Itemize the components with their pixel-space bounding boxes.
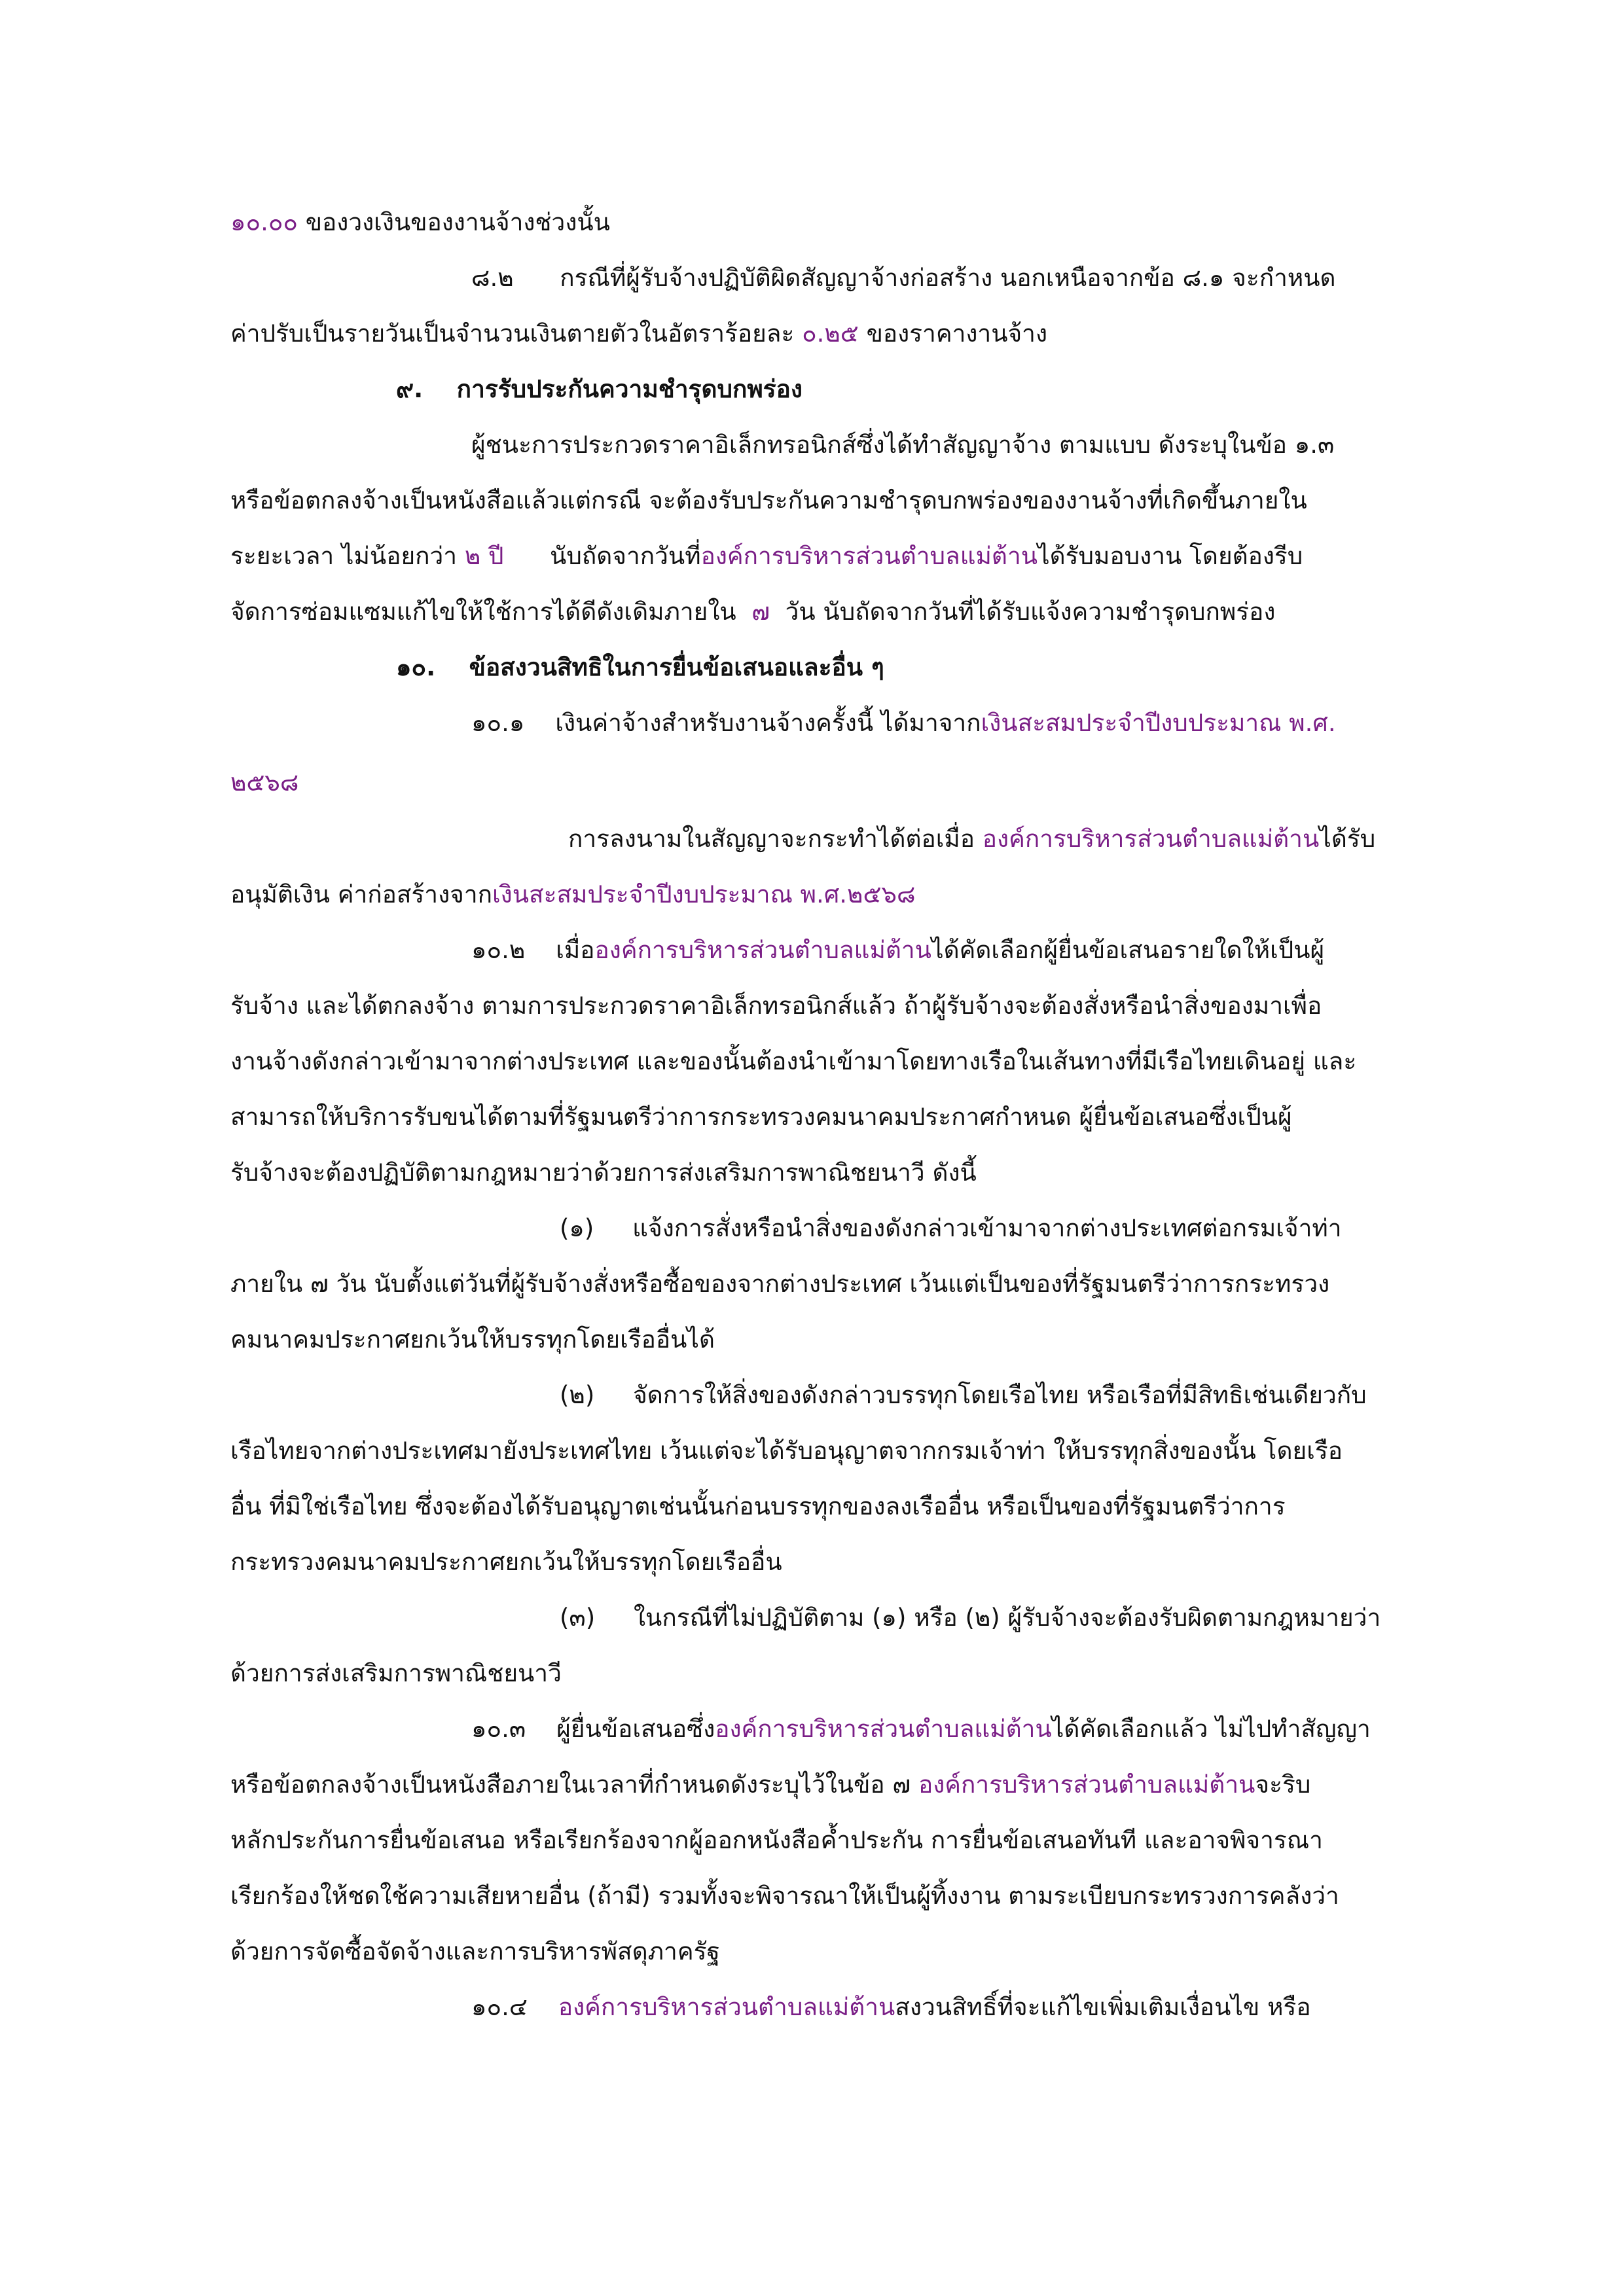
highlighted-text: องค์การบริหารส่วนตำบลแม่ต้าน bbox=[982, 825, 1320, 853]
text-line bbox=[560, 1600, 1380, 1636]
highlighted-text: เงินสะสมประจำปีงบประมาณ พ.ศ. bbox=[981, 709, 1336, 737]
text-segment: สงวนสิทธิ์ที่จะแก้ไขเพิ่มเติมเงื่อนไข หรือ bbox=[895, 1993, 1311, 2021]
text-segment: (๒) จัดการให้สิ่งของดังกล่าวบรรทุกโดยเรือไทย หรือเรือที่มีสิทธิเช่นเดียวกับ bbox=[560, 1381, 1367, 1409]
text-segment: ๑๐.๔ bbox=[471, 1993, 558, 2021]
text-segment: นับถัดจากวันที่ bbox=[503, 542, 701, 570]
text-segment: กระทรวงคมนาคมประกาศยกเว้นให้บรรทุกโดยเรืออื่น bbox=[230, 1548, 782, 1576]
text-line bbox=[230, 482, 1307, 519]
highlighted-text: องค์การบริหารส่วนตำบลแม่ต้าน bbox=[700, 542, 1038, 570]
text-segment: ๑๐.๓ ผู้ยื่นข้อเสนอซึ่ง bbox=[471, 1715, 715, 1743]
text-segment: ของราคางานจ้าง bbox=[858, 319, 1048, 348]
text-segment: ได้รับมอบงาน โดยต้องรีบ bbox=[1038, 542, 1303, 570]
text-line bbox=[471, 1989, 1311, 2026]
text-segment: (๑) แจ้งการสั่งหรือนำสิ่งของดังกล่าวเข้ามาจากต่างประเทศต่อกรมเจ้าท่า bbox=[560, 1214, 1342, 1242]
text-line bbox=[560, 1377, 1367, 1414]
text-line bbox=[230, 1321, 715, 1358]
text-segment: ได้รับ bbox=[1319, 825, 1376, 853]
text-segment: ได้คัดเลือกแล้ว ไม่ไปทำสัญญา bbox=[1051, 1715, 1371, 1743]
text-segment: ๘.๒ กรณีที่ผู้รับจ้างปฏิบัติผิดสัญญาจ้างก่อสร้าง นอกเหนือจากข้อ ๘.๑ จะกำหนด bbox=[471, 264, 1336, 292]
text-line bbox=[230, 1933, 720, 1970]
text-line bbox=[230, 988, 1322, 1024]
text-line bbox=[230, 315, 1047, 352]
text-segment: สามารถให้บริการรับขนได้ตามที่รัฐมนตรีว่าการกระทรวงคมนาคมประกาศกำหนด ผู้ยื่นข้อเสนอซึ่งเป็นผู้ bbox=[230, 1103, 1292, 1131]
highlighted-text: ๑๐.๐๐ bbox=[230, 208, 298, 236]
text-line bbox=[230, 1878, 1339, 1914]
text-line bbox=[230, 594, 1275, 630]
text-segment: หรือข้อตกลงจ้างเป็นหนังสือภายในเวลาที่กำหนดดังระบุไว้ในข้อ ๗ bbox=[230, 1770, 918, 1799]
text-segment: งานจ้างดังกล่าวเข้ามาจากต่างประเทศ และของนั้นต้องนำเข้ามาโดยทางเรือในเส้นทางที่มีเรือไทยเดินอยู่ และ bbox=[230, 1047, 1357, 1075]
text-segment: ๑๐.๒ เมื่อ bbox=[471, 936, 595, 964]
text-line bbox=[230, 1544, 782, 1581]
highlighted-text: เงินสะสมประจำปีงบประมาณ พ.ศ.๒๕๖๘ bbox=[492, 880, 916, 908]
text-segment: ๑๐.๑ เงินค่าจ้างสำหรับงานจ้างครั้งนี้ ได้มาจาก bbox=[471, 709, 981, 737]
text-segment: จะริบ bbox=[1255, 1770, 1311, 1799]
text-line bbox=[230, 1155, 977, 1191]
text-line bbox=[230, 1099, 1292, 1136]
text-segment: ระยะเวลา ไม่น้อยกว่า bbox=[230, 542, 465, 570]
section-heading bbox=[396, 371, 803, 408]
text-segment: รับจ้าง และได้ตกลงจ้าง ตามการประกวดราคาอิเล็กทรอนิกส์แล้ว ถ้าผู้รับจ้างจะต้องสั่งหรือนำสิ่งของมาเพื่อ bbox=[230, 992, 1322, 1020]
text-line bbox=[230, 1266, 1329, 1302]
text-line bbox=[230, 538, 1303, 575]
text-segment: ๑๐. ข้อสงวนสิทธิในการยื่นข้อเสนอและอื่น ๆ bbox=[396, 653, 884, 681]
highlighted-text: ๐.๒๕ bbox=[802, 319, 859, 348]
text-line bbox=[560, 1210, 1342, 1247]
text-segment: อื่น ที่มิใช่เรือไทย ซึ่งจะต้องได้รับอนุญาตเช่นนั้นก่อนบรรทุกของลงเรืออื่น หรือเป็นของที่รัฐมนตรีว่าการ bbox=[230, 1492, 1286, 1520]
text-line bbox=[471, 1711, 1371, 1748]
text-segment: หลักประกันการยื่นข้อเสนอ หรือเรียกร้องจากผู้ออกหนังสือค้ำประกัน การยื่นข้อเสนอทันที และอาจพิจารณา bbox=[230, 1826, 1323, 1854]
text-line bbox=[471, 705, 1336, 742]
text-segment: เรือไทยจากต่างประเทศมายังประเทศไทย เว้นแต่จะได้รับอนุญาตจากกรมเจ้าท่า ให้บรรทุกสิ่งของนั้น โดยเรือ bbox=[230, 1437, 1343, 1465]
text-line bbox=[230, 1433, 1343, 1469]
highlighted-text: ๒ ปี bbox=[464, 542, 504, 570]
text-segment: ด้วยการส่งเสริมการพาณิชยนาวี bbox=[230, 1659, 562, 1687]
text-segment: คมนาคมประกาศยกเว้นให้บรรทุกโดยเรืออื่นได้ bbox=[230, 1325, 715, 1354]
highlighted-text: ๒๕๖๘ bbox=[230, 768, 299, 797]
highlighted-text: องค์การบริหารส่วนตำบลแม่ต้าน bbox=[918, 1770, 1255, 1799]
text-line bbox=[471, 260, 1336, 296]
text-segment: ค่าปรับเป็นรายวันเป็นจำนวนเงินตายตัวในอัตราร้อยละ bbox=[230, 319, 803, 348]
text-line bbox=[230, 876, 916, 913]
text-line bbox=[230, 1655, 562, 1692]
highlighted-text: องค์การบริหารส่วนตำบลแม่ต้าน bbox=[558, 1993, 895, 2021]
text-segment: (๓) ในกรณีที่ไม่ปฏิบัติตาม (๑) หรือ (๒) ผู้รับจ้างจะต้องรับผิดตามกฎหมายว่า bbox=[560, 1604, 1381, 1632]
text-segment: ผู้ชนะการประกวดราคาอิเล็กทรอนิกส์ซึ่งได้ทำสัญญาจ้าง ตามแบบ ดังระบุในข้อ ๑.๓ bbox=[471, 431, 1335, 459]
text-segment: หรือข้อตกลงจ้างเป็นหนังสือแล้วแต่กรณี จะต้องรับประกันความชำรุดบกพร่องของงานจ้างที่เกิดขึ้นภายใน bbox=[230, 486, 1307, 514]
text-segment: วัน นับถัดจากวันที่ได้รับแจ้งความชำรุดบกพร่อง bbox=[770, 598, 1276, 626]
highlighted-text: องค์การบริหารส่วนตำบลแม่ต้าน bbox=[594, 936, 931, 964]
text-line bbox=[471, 427, 1334, 463]
text-segment: ของวงเงินของงานจ้างช่วงนั้น bbox=[298, 208, 610, 236]
text-line bbox=[230, 1822, 1323, 1859]
text-line bbox=[568, 821, 1375, 857]
highlighted-text: องค์การบริหารส่วนตำบลแม่ต้าน bbox=[715, 1715, 1052, 1743]
text-segment: เรียกร้องให้ชดใช้ความเสียหายอื่น (ถ้ามี) รวมทั้งจะพิจารณาให้เป็นผู้ทิ้งงาน ตามระเบียบกระทรวงการคลังว่า bbox=[230, 1882, 1339, 1910]
text-segment: อนุมัติเงิน ค่าก่อสร้างจาก bbox=[230, 880, 493, 908]
text-line bbox=[230, 1043, 1356, 1080]
text-segment: ๙. การรับประกันความชำรุดบกพร่อง bbox=[396, 375, 803, 403]
text-line bbox=[230, 1767, 1310, 1803]
text-line bbox=[230, 1488, 1286, 1525]
text-segment: การลงนามในสัญญาจะกระทำได้ต่อเมื่อ bbox=[568, 825, 983, 853]
text-segment: จัดการซ่อมแซมแก้ไขให้ใช้การได้ดีดังเดิมภายใน bbox=[230, 598, 752, 626]
section-heading bbox=[396, 649, 884, 686]
text-line bbox=[471, 932, 1324, 969]
text-segment: ได้คัดเลือกผู้ยื่นข้อเสนอรายใดให้เป็นผู้ bbox=[931, 936, 1325, 964]
text-line bbox=[230, 204, 610, 241]
text-segment: ด้วยการจัดซื้อจัดจ้างและการบริหารพัสดุภาครัฐ bbox=[230, 1937, 720, 1965]
text-segment: รับจ้างจะต้องปฏิบัติตามกฎหมายว่าด้วยการส่งเสริมการพาณิชยนาวี ดังนี้ bbox=[230, 1158, 977, 1187]
text-line bbox=[230, 764, 298, 801]
highlighted-text: ๗ bbox=[751, 598, 770, 626]
text-segment: ภายใน ๗ วัน นับตั้งแต่วันที่ผู้รับจ้างสั่งหรือซื้อของจากต่างประเทศ เว้นแต่เป็นของที่รัฐมนตรีว่าการกระทรวง bbox=[230, 1270, 1330, 1298]
